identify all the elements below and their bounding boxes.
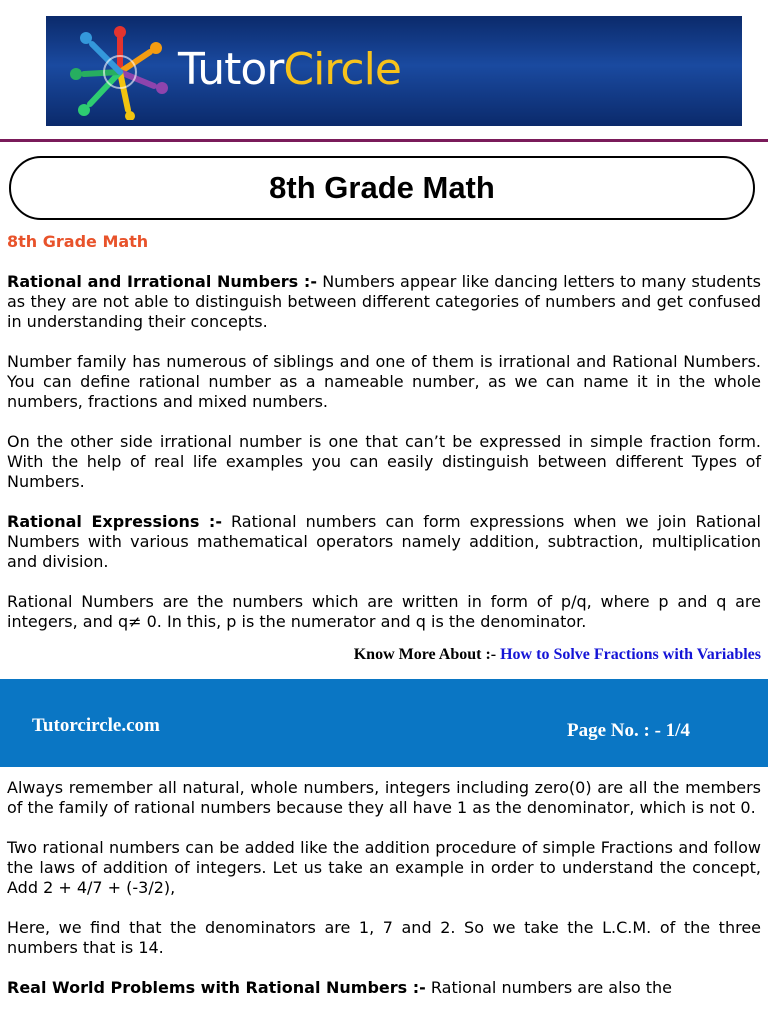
paragraph-natural-numbers: Always remember all natural, whole numbers, integers including zero(0) are all the members of the family of rational numbers because they all have 1 as the denominator, which is not 0. — [7, 778, 761, 817]
page-title: 8th Grade Math — [9, 156, 755, 220]
know-more-line — [354, 646, 761, 664]
paragraph-number-family: Number family has numerous of siblings and one of them is irrational and Rational Numbers. You can define rational number as a nameable number, as we can name it in the whole numbers, fractions and mixed numbers. — [7, 352, 761, 411]
footer-site-link[interactable]: Tutorcircle.com — [32, 715, 160, 736]
heading-rational-expressions: Rational Expressions :- — [7, 512, 222, 531]
paragraph-lcm: Here, we find that the denominators are 1, 7 and 2. So we take the L.C.M. of the three numbers that is 14. — [7, 918, 761, 957]
tutorcircle-logo-icon — [68, 24, 172, 120]
page1-content — [7, 232, 761, 652]
paragraph-addition: Two rational numbers can be added like the addition procedure of simple Fractions and follow the laws of addition of integers. Let us take an example in order to understand the concept, Add 2 + 4/7 + (-3/2), — [7, 838, 761, 897]
paragraph-irrational: On the other side irrational number is one that can’t be expressed in simple fraction form. With the help of real life examples you can easily distinguish between different Types of Numbers. — [7, 432, 761, 491]
heading-real-world: Real World Problems with Rational Numbers :- — [7, 978, 426, 997]
header-divider — [0, 139, 768, 142]
paragraph-rational-expressions — [7, 512, 761, 572]
heading-rational-irrational: Rational and Irrational Numbers :- — [7, 272, 317, 291]
paragraph-real-world — [7, 978, 761, 998]
footer-page-number: Page No. : - 1/4 — [567, 720, 690, 741]
paragraph-text: Rational numbers can form expressions when we join Rational Numbers with various mathematical operators namely addition, subtraction, multiplication and division. — [7, 512, 762, 571]
section-subhead: 8th Grade Math — [7, 232, 149, 251]
know-more-label: Know More About :- — [353, 646, 497, 663]
logo-word-circle: Circle — [283, 44, 401, 95]
paragraph-text: Rational numbers are also the — [425, 978, 672, 997]
paragraph-rational-irrational — [7, 272, 761, 332]
know-more-link[interactable]: How to Solve Fractions with Variables — [500, 646, 761, 663]
logo-wordmark — [178, 44, 401, 96]
logo-word-tutor: Tutor — [178, 44, 284, 95]
paragraph-pq-definition: Rational Numbers are the numbers which are written in form of p/q, where p and q are integers, and q≠ 0. In this, p is the numerator and q is the denominator. — [7, 592, 761, 631]
paragraph-text: Numbers appear like dancing letters to many students as they are not able to distinguish between different categories of numbers and get confused in understanding their concepts. — [7, 272, 762, 331]
page-footer — [0, 679, 768, 767]
page2-content — [7, 778, 761, 1018]
header-banner — [46, 16, 742, 126]
